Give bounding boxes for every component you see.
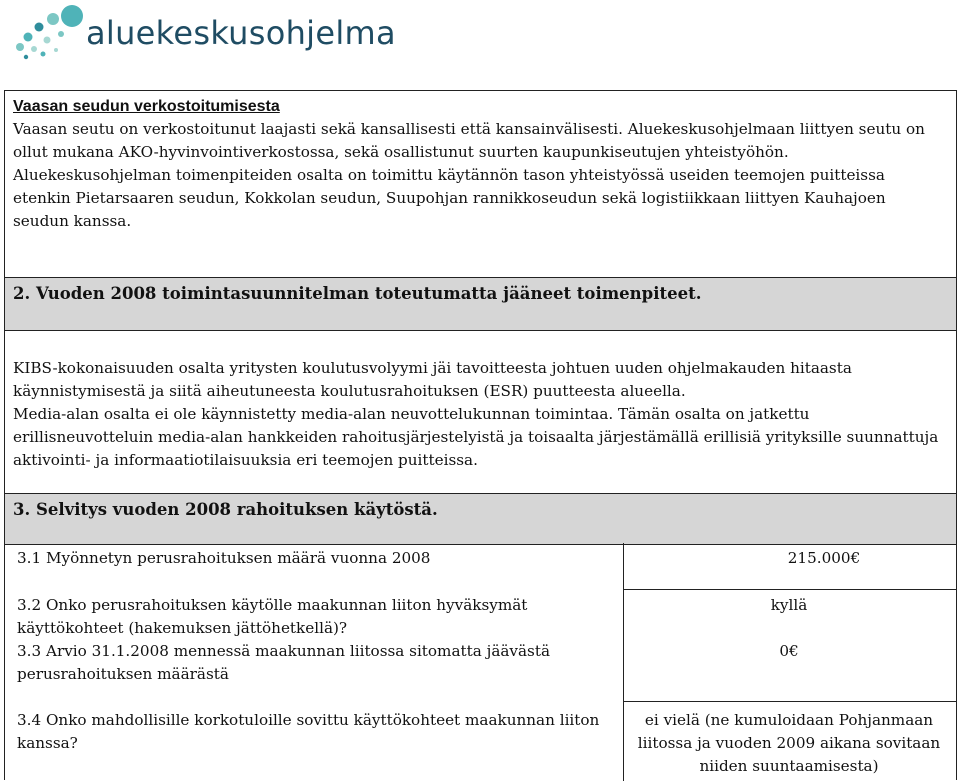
logo-text: aluekeskusohjelma (86, 14, 396, 52)
section-heading: Vaasan seudun verkostoitumisesta (13, 98, 280, 115)
section-unrealized-actions (13, 357, 948, 472)
row-answer: ei vielä (ne kumuloidaan Pohjanmaan liitossa ja vuoden 2009 aikana sovitaan niiden suuntaamisesta) (637, 711, 941, 775)
page-header (0, 0, 960, 72)
row-question: 3.1 Myönnetyn perusrahoituksen määrä vuonna 2008 (17, 549, 431, 567)
section-band-2 (5, 277, 956, 331)
section-heading: 3. Selvitys vuoden 2008 rahoituksen käytöstä. (13, 500, 438, 519)
row-answer: 0€ (779, 642, 799, 660)
section-heading: 2. Vuoden 2008 toimintasuunnitelman toteutumatta jääneet toimenpiteet. (13, 284, 702, 303)
section-band-3 (5, 493, 956, 545)
row-answer: kyllä (770, 596, 808, 614)
logo-dots-icon (12, 4, 92, 62)
row-divider (623, 589, 956, 590)
paragraph: KIBS-kokonaisuuden osalta yritysten koulutusvolyymi jäi tavoitteesta johtuen uuden ohjelmakauden hitaasta käynnistymisestä ja siitä aiheutuneesta koulutusrahoituksen (ESR) puutteesta alueella. (13, 359, 852, 400)
paragraph: Media-alan osalta ei ole käynnistetty media-alan neuvottelukunnan toimintaa. Tämän osalta on jatkettu erillisneuvotteluin media-alan hankkeiden rahoitusjärjestelyistä ja toisaalta järjestämällä erillisiä yrityksille suunnattuja aktivointi- ja informaatiotilaisuuksia eri teemojen puitteissa. (13, 405, 939, 469)
row-divider (623, 701, 956, 702)
row-answer: 215.000€ (787, 549, 861, 567)
paragraph: Vaasan seutu on verkostoitunut laajasti sekä kansallisesti että kansainvälisesti. Aluekeskusohjelmaan liittyen seutu on ollut mukana AKO-hyvinvointiverkostossa, sekä osallistunut suurten kaupunkiseutujen yhteistyöhön. (13, 120, 925, 161)
row-question: 3.3 Arvio 31.1.2008 mennessä maakunnan liitossa sitomatta jäävästä perusrahoituksen määrästä (17, 642, 551, 683)
paragraph: Aluekeskusohjelman toimenpiteiden osalta on toimittu käytännön tason yhteistyössä useiden teemojen puitteissa etenkin Pietarsaaren seudun, Kokkolan seudun, Suupohjan rannikkoseudun sekä logistiikkaan liittyen Kauhajoen seudun kanssa. (13, 166, 886, 230)
row-question: 3.4 Onko mahdollisille korkotuloille sovittu käyttökohteet maakunnan liiton kanssa? (17, 711, 600, 752)
report-table (4, 90, 957, 780)
section-networking (13, 95, 943, 233)
column-divider (623, 543, 624, 781)
row-question: 3.2 Onko perusrahoituksen käytölle maakunnan liiton hyväksymät käyttökohteet (hakemuksen jättöhetkellä)? (17, 596, 528, 637)
